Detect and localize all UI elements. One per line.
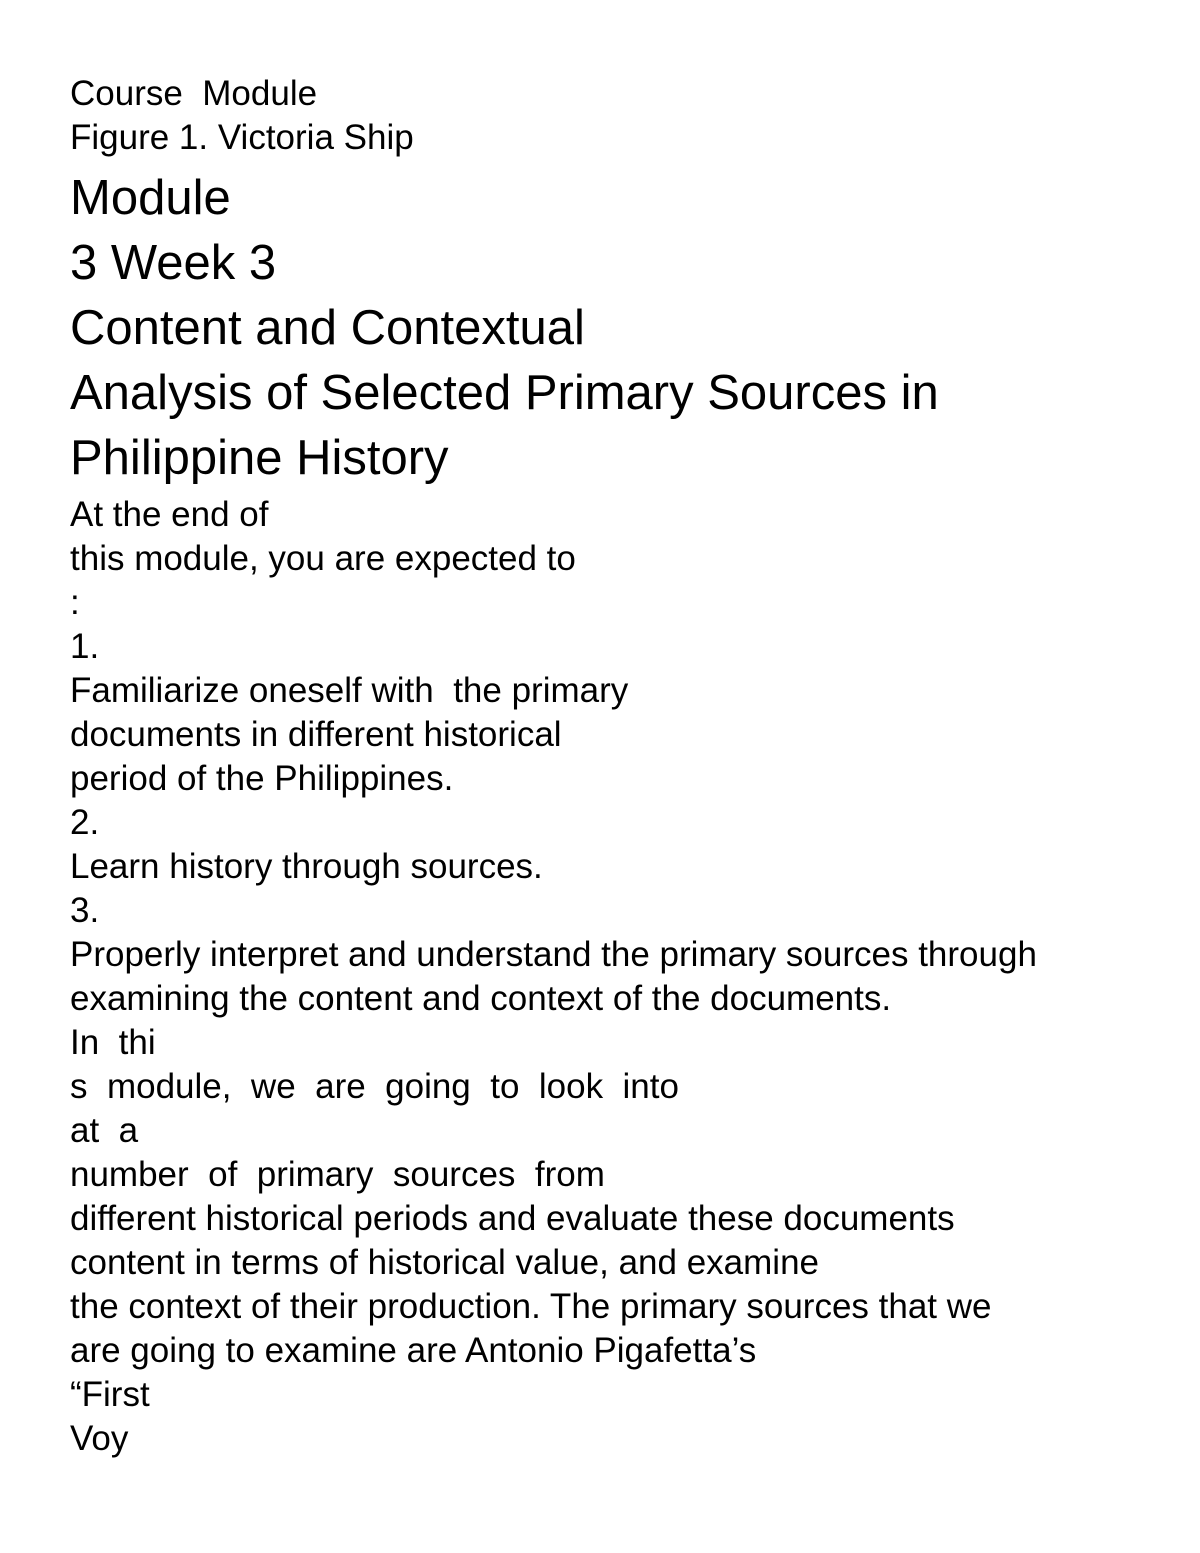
objective-item — [70, 889, 1170, 1021]
course-label: Course Module — [70, 74, 318, 113]
objective-number: 2. — [70, 803, 100, 842]
objectives-intro-line: this module, you are expected to — [70, 539, 576, 578]
body-line: “First — [70, 1375, 150, 1414]
title-line: 3 Week 3 — [70, 236, 277, 290]
objectives-section — [70, 493, 1170, 1021]
objective-number: 3. — [70, 891, 100, 930]
body-line: number of primary sources from — [70, 1155, 605, 1194]
title-line: Analysis of Selected Primary Sources in — [70, 366, 939, 420]
title-line: Module — [70, 171, 231, 225]
objective-text-line: documents in different historical — [70, 715, 562, 754]
objective-text-line: Learn history through sources. — [70, 847, 543, 886]
objectives-intro-line: : — [70, 583, 80, 622]
figure-caption: Figure 1. Victoria Ship — [70, 118, 414, 157]
document-page — [70, 72, 1170, 1461]
body-paragraph — [70, 1021, 1170, 1461]
objective-item — [70, 801, 1170, 889]
body-line: at a — [70, 1111, 139, 1150]
objective-text-line: Properly interpret and understand the primary sources through — [70, 935, 1037, 974]
title-line: Philippine History — [70, 431, 449, 485]
objective-item — [70, 625, 1170, 801]
document-header — [70, 72, 1170, 160]
objective-text-line: examining the content and context of the documents. — [70, 979, 892, 1018]
objective-text-line: Familiarize oneself with the primary — [70, 671, 629, 710]
title-line: Content and Contextual — [70, 301, 585, 355]
objective-text-line: period of the Philippines. — [70, 759, 454, 798]
objective-number: 1. — [70, 627, 100, 666]
body-line: content in terms of historical value, and examine — [70, 1243, 819, 1282]
module-title — [70, 166, 1170, 491]
body-line: are going to examine are Antonio Pigafetta’s — [70, 1331, 757, 1370]
objectives-intro-line: At the end of — [70, 495, 269, 534]
body-line: In thi — [70, 1023, 156, 1062]
body-line: s module, we are going to look into — [70, 1067, 679, 1106]
body-line: different historical periods and evaluate these documents — [70, 1199, 955, 1238]
body-line: the context of their production. The primary sources that we — [70, 1287, 992, 1326]
body-line: Voy — [70, 1419, 129, 1458]
